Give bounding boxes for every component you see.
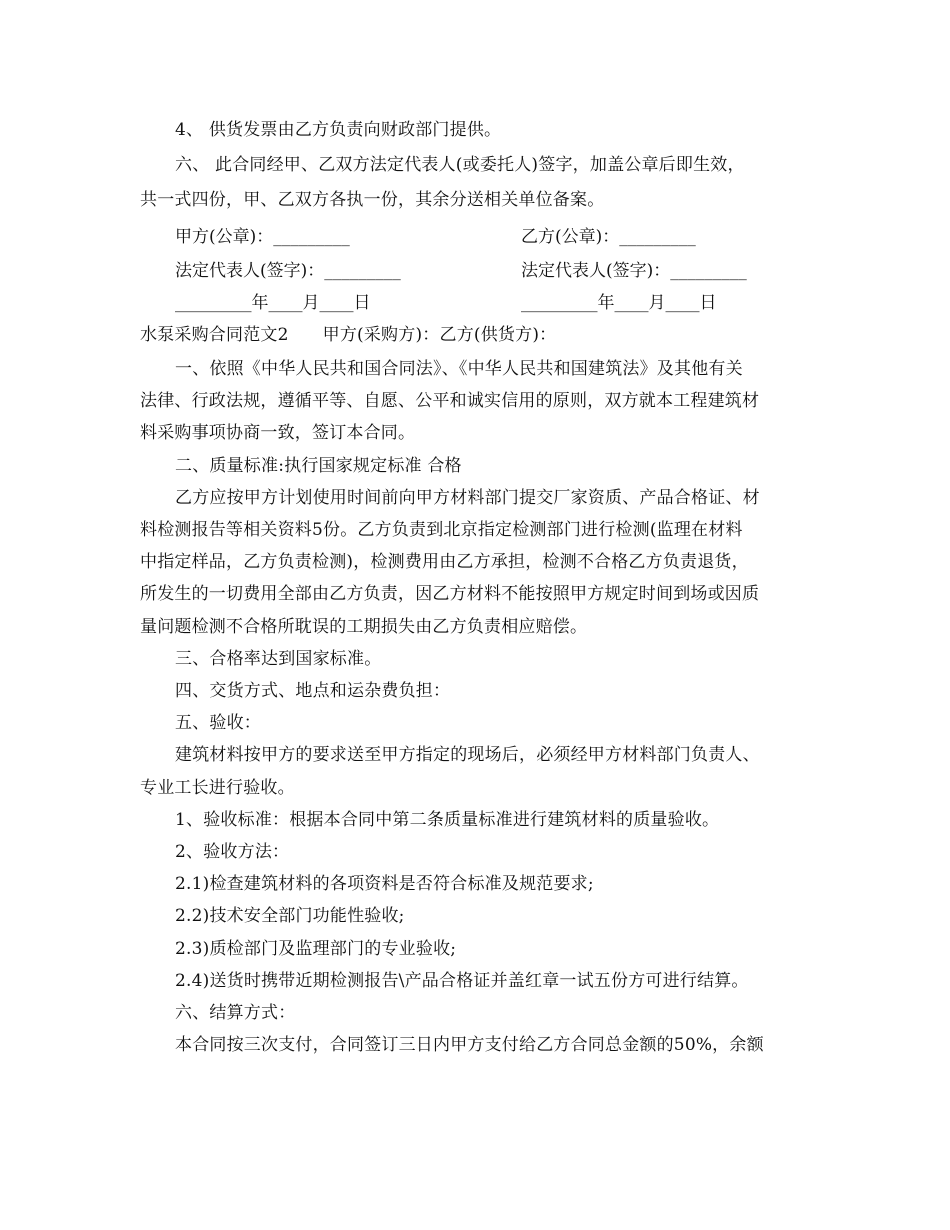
- body-line: 一、依照《中华人民共和国合同法》、《中华人民共和国建筑法》及其他有关: [175, 359, 743, 379]
- body-line: 2.2)技术安全部门功能性验收;: [175, 906, 405, 927]
- body-line: 2.4)送货时携带近期检测报告\产品合格证并盖红章一试五份方可进行结算。: [175, 970, 749, 991]
- body-line: 料采购事项协商一致，签订本合同。: [140, 423, 416, 444]
- body-line: 六、结算方式：: [175, 1003, 296, 1023]
- clause-6-effect-cont: 共一式四份，甲、乙双方各执一份，其余分送相关单位备案。: [140, 190, 605, 210]
- body-line: 2.1)检查建筑材料的各项资料是否符合标准及规范要求;: [175, 874, 594, 895]
- body-line: 所发生的一切费用全部由乙方负责，因乙方材料不能按照甲方规定时间到场或因质: [140, 584, 760, 605]
- body-line: 量问题检测不合格所耽误的工期损失由乙方负责相应赔偿。: [140, 616, 588, 637]
- party-a-seal: 甲方(公章)：_________: [175, 227, 350, 247]
- party-b-representative: 法定代表人(签字)：_________: [521, 261, 747, 281]
- body-line: 法律、行政法规，遵循平等、自愿、公平和诚实信用的原则，双方就本工程建筑材: [140, 391, 760, 412]
- body-line: 建筑材料按甲方的要求送至甲方指定的现场后，必须经甲方材料部门负责人、: [175, 745, 760, 766]
- body-line: 2.3)质检部门及监理部门的专业验收;: [175, 938, 457, 959]
- body-line: 本合同按三次支付，合同签订三日内甲方支付给乙方合同总金额的50%，余额: [175, 1035, 764, 1056]
- body-line: 1、验收标准：根据本合同中第二条质量标准进行建筑材料的质量验收。: [175, 809, 720, 830]
- section-parties: 甲方(采购方)：乙方(供货方)：: [322, 325, 557, 345]
- party-b-seal: 乙方(公章)：_________: [521, 227, 696, 247]
- section-heading: [140, 325, 820, 345]
- clause-4-invoice: 4、 供货发票由乙方负责向财政部门提供。: [175, 120, 502, 140]
- body-line: 专业工长进行验收。: [140, 777, 295, 798]
- party-a-representative: 法定代表人(签字)：_________: [175, 261, 401, 281]
- body-line: 四、交货方式、地点和运杂费负担：: [175, 681, 451, 701]
- party-a-date: _________年____月____日: [175, 293, 371, 313]
- body-line: 乙方应按甲方计划使用时间前向甲方材料部门提交厂家资质、产品合格证、材: [175, 487, 760, 508]
- body-line: 五、验收：: [175, 713, 261, 734]
- section-title: 水泵采购合同范文2: [140, 325, 289, 345]
- clause-6-effect: 六、 此合同经甲、乙双方法定代表人(或委托人)签字，加盖公章后即生效，: [175, 155, 745, 175]
- body-line: 料检测报告等相关资料5份。乙方负责到北京指定检测部门进行检测(监理在材料: [140, 520, 743, 540]
- party-b-date: _________年____月____日: [521, 293, 717, 313]
- body-line: 中指定样品，乙方负责检测)，检测费用由乙方承担，检测不合格乙方负责退货，: [140, 552, 749, 573]
- body-line: 二、质量标准:执行国家规定标准 合格: [175, 455, 462, 476]
- body-line: 三、合格率达到国家标准。: [175, 648, 382, 669]
- body-line: 2、验收方法：: [175, 842, 290, 862]
